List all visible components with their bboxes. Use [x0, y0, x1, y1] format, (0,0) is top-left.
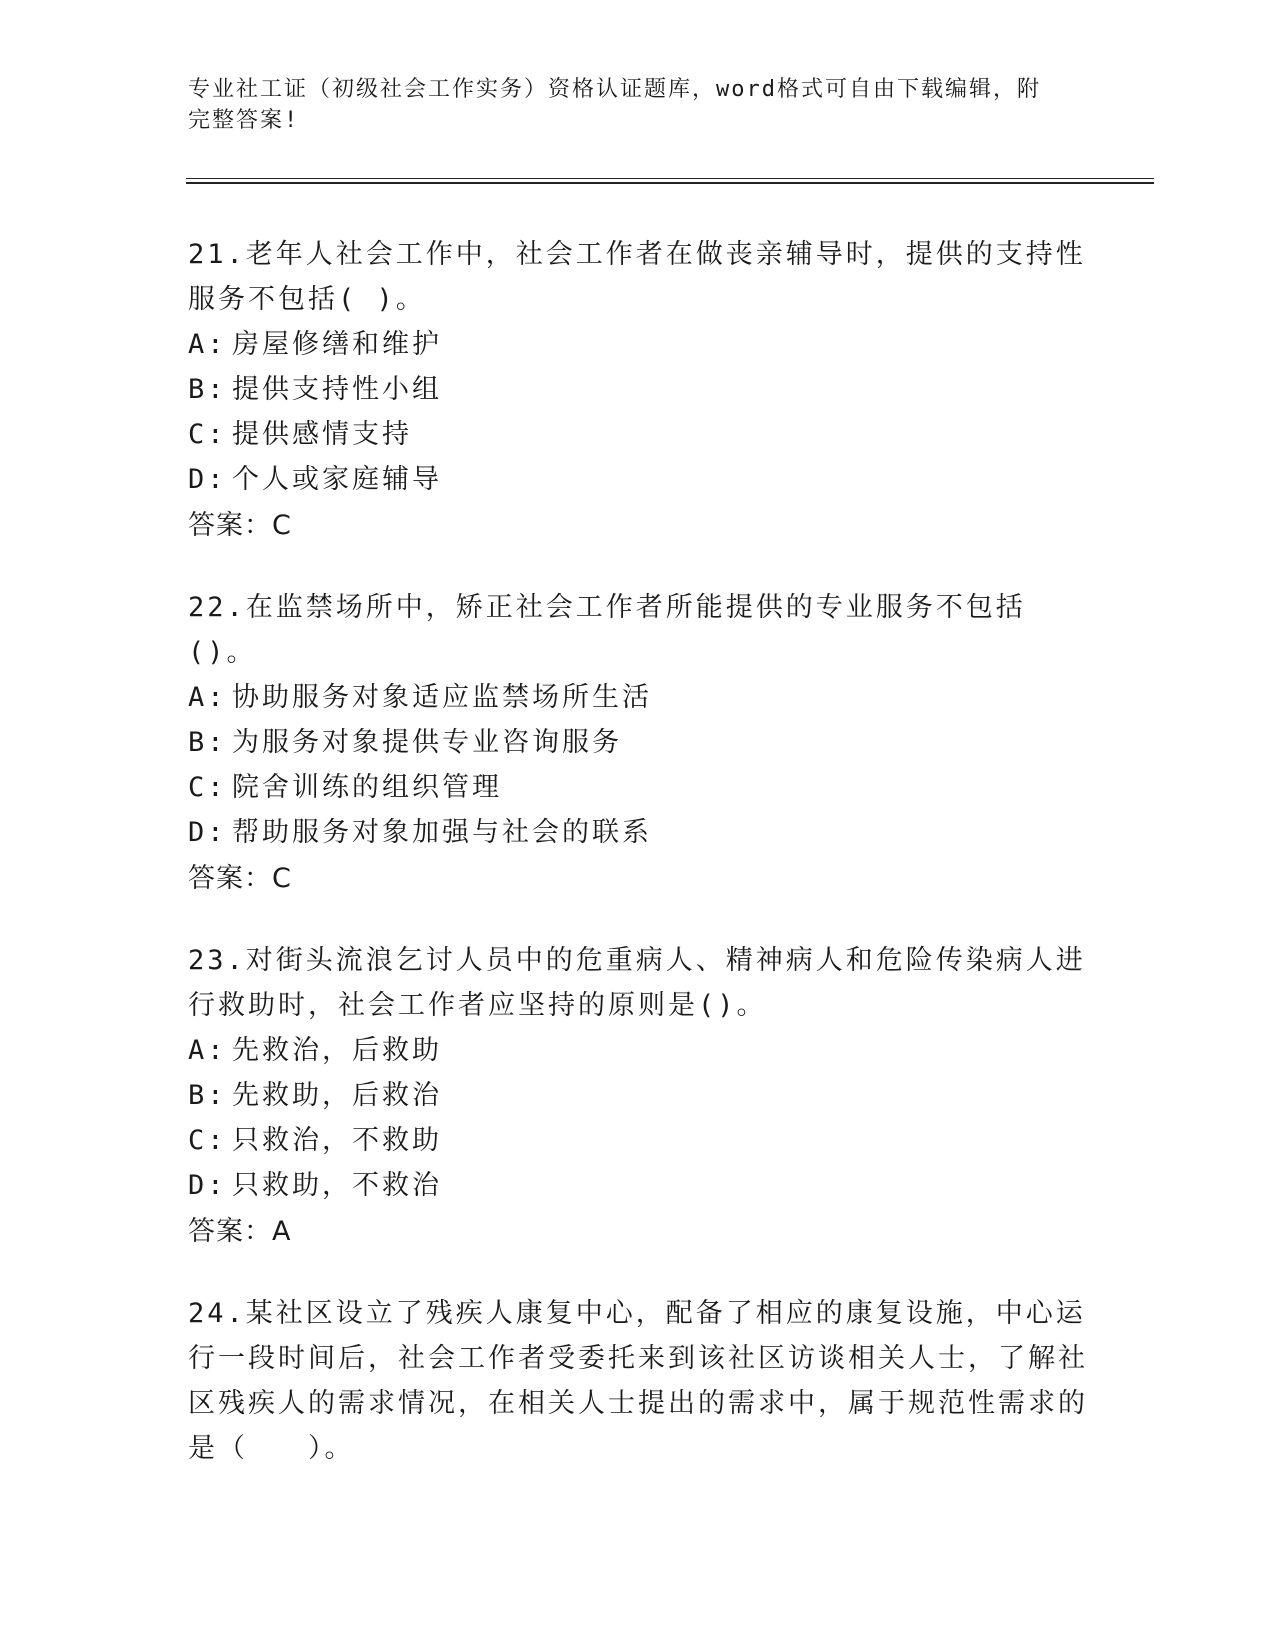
question-text [188, 232, 1088, 322]
option-text: 院舍训练的组织管理 [232, 772, 502, 803]
question-number: 21. [188, 239, 246, 270]
option-letter: A: [188, 1035, 227, 1066]
header-line-2: 完整答案! [188, 108, 300, 133]
question-number: 22. [188, 592, 246, 623]
option-b [188, 367, 1088, 412]
option-text: 提供感情支持 [232, 419, 412, 450]
question-text [188, 1291, 1088, 1471]
answer-line: 答案：A [188, 1216, 292, 1247]
option-a [188, 1028, 1088, 1073]
header-line-1: 专业社工证（初级社会工作实务）资格认证题库，word格式可自由下载编辑，附 [188, 77, 1041, 102]
option-text: 个人或家庭辅导 [232, 464, 442, 495]
question-number: 23. [188, 945, 246, 976]
option-c [188, 765, 1088, 810]
option-letter: C: [188, 419, 227, 450]
option-text: 只救治，不救助 [232, 1125, 442, 1156]
option-letter: B: [188, 1080, 227, 1111]
question-number: 24. [188, 1298, 246, 1329]
question-text [188, 938, 1088, 1028]
answer-line: 答案：C [188, 863, 292, 894]
option-d [188, 457, 1088, 502]
option-b [188, 1073, 1088, 1118]
option-text: 房屋修缮和维护 [232, 329, 442, 360]
question-list [188, 232, 1088, 1507]
option-letter: C: [188, 772, 227, 803]
option-text: 为服务对象提供专业咨询服务 [232, 727, 622, 758]
question-body: 某社区设立了残疾人康复中心，配备了相应的康复设施，中心运行一段时间后，社会工作者受委托来到该社区访谈相关人士，了解社区残疾人的需求情况，在相关人士提出的需求中，属于规范性需求的是（ ）。 [188, 1298, 1088, 1464]
question-text [188, 585, 1088, 675]
answer-line: 答案：C [188, 510, 292, 541]
option-d [188, 1163, 1088, 1208]
option-letter: B: [188, 374, 227, 405]
option-letter: D: [188, 1170, 227, 1201]
option-letter: D: [188, 464, 227, 495]
question-23 [188, 938, 1088, 1255]
question-22 [188, 585, 1088, 902]
option-a [188, 675, 1088, 720]
question-body: 老年人社会工作中，社会工作者在做丧亲辅导时，提供的支持性服务不包括( )。 [188, 239, 1086, 315]
question-21 [188, 232, 1088, 549]
option-d [188, 810, 1088, 855]
option-text: 先救治，后救助 [232, 1035, 442, 1066]
option-b [188, 720, 1088, 765]
option-letter: A: [188, 329, 227, 360]
option-text: 提供支持性小组 [232, 374, 442, 405]
option-text: 协助服务对象适应监禁场所生活 [232, 682, 652, 713]
option-c [188, 412, 1088, 457]
option-text: 只救助，不救治 [232, 1170, 442, 1201]
option-letter: D: [188, 817, 227, 848]
question-body: 在监禁场所中，矫正社会工作者所能提供的专业服务不包括()。 [188, 592, 1026, 668]
option-letter: A: [188, 682, 227, 713]
document-header [188, 74, 1088, 136]
option-c [188, 1118, 1088, 1163]
header-divider-thick [186, 182, 1154, 184]
option-letter: C: [188, 1125, 227, 1156]
option-a [188, 322, 1088, 367]
option-text: 帮助服务对象加强与社会的联系 [232, 817, 652, 848]
option-letter: B: [188, 727, 227, 758]
option-text: 先救助，后救治 [232, 1080, 442, 1111]
question-24 [188, 1291, 1088, 1471]
header-divider-thin [186, 178, 1154, 179]
question-body: 对街头流浪乞讨人员中的危重病人、精神病人和危险传染病人进行救助时，社会工作者应坚持的原则是()。 [188, 945, 1086, 1021]
